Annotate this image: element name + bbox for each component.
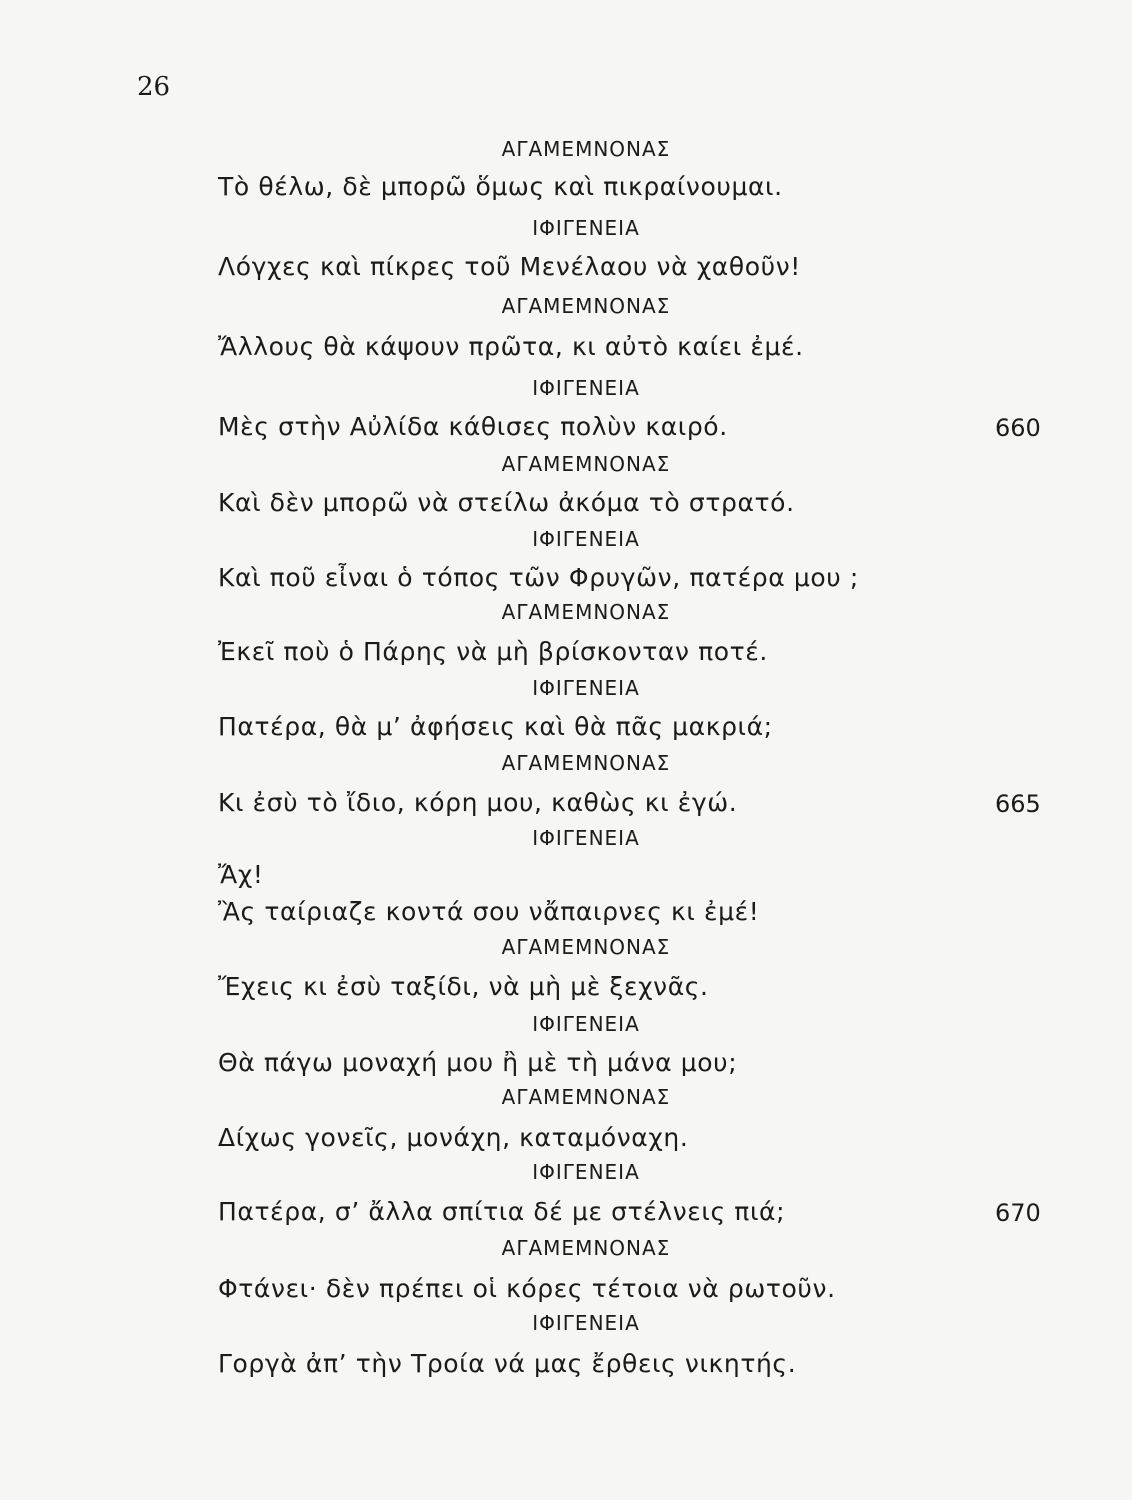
line-number: 665	[995, 790, 1041, 818]
verse-line: Μὲς στὴν Αὐλίδα κάθισες πολὺν καιρό.	[218, 412, 728, 441]
verse-line: Ἄλλους θὰ κάψουν πρῶτα, κι αὐτὸ καίει ἐμέ.	[218, 332, 804, 361]
speaker-name: ΑΓΑΜΕΜΝΟΝΑΣ	[501, 1085, 671, 1109]
verse-line: Δίχως γονεῖς, μονάχη, καταμόναχη.	[218, 1123, 689, 1152]
page-number: 26	[137, 72, 171, 102]
speaker-name: ΑΓΑΜΕΜΝΟΝΑΣ	[501, 294, 671, 318]
line-number: 660	[995, 414, 1041, 442]
verse-line: Καὶ δὲν μπορῶ νὰ στείλω ἀκόμα τὸ στρατό.	[218, 488, 795, 517]
speaker-name: ΙΦΙΓΕΝΕΙΑ	[532, 216, 640, 240]
speaker-name: ΑΓΑΜΕΜΝΟΝΑΣ	[501, 452, 671, 476]
speaker-name: ΑΓΑΜΕΜΝΟΝΑΣ	[501, 935, 671, 959]
verse-line: Θὰ πάγω μοναχή μου ἢ μὲ τὴ μάνα μου;	[218, 1048, 738, 1077]
speaker-name: ΑΓΑΜΕΜΝΟΝΑΣ	[501, 600, 671, 624]
verse-line: Πατέρα, σ’ ἄλλα σπίτια δέ με στέλνεις πιά;	[218, 1197, 786, 1226]
verse-line: Τὸ θέλω, δὲ μπορῶ ὅμως καὶ πικραίνουμαι.	[218, 172, 783, 201]
speaker-name: ΑΓΑΜΕΜΝΟΝΑΣ	[501, 137, 671, 161]
speaker-name: ΙΦΙΓΕΝΕΙΑ	[532, 527, 640, 551]
verse-line: Ἐκεῖ ποὺ ὁ Πάρης νὰ μὴ βρίσκονταν ποτέ.	[218, 637, 768, 666]
verse-line: Ἄχ!	[218, 860, 264, 889]
speaker-name: ΙΦΙΓΕΝΕΙΑ	[532, 1311, 640, 1335]
verse-line: Ἂς ταίριαζε κοντά σου νἄπαιρνες κι ἐμέ!	[218, 897, 760, 926]
verse-line: Πατέρα, θὰ μ’ ἀφήσεις καὶ θὰ πᾶς μακριά;	[218, 712, 773, 741]
verse-line: Καὶ ποῦ εἶναι ὁ τόπος τῶν Φρυγῶν, πατέρα μου ;	[218, 563, 859, 592]
verse-line: Φτάνει· δὲν πρέπει οἱ κόρες τέτοια νὰ ρωτοῦν.	[218, 1274, 836, 1303]
verse-line: Κι ἐσὺ τὸ ἴδιο, κόρη μου, καθὼς κι ἐγώ.	[218, 788, 738, 817]
verse-line: Γοργὰ ἀπ’ τὴν Τροία νά μας ἔρθεις νικητής.	[218, 1349, 797, 1378]
speaker-name: ΙΦΙΓΕΝΕΙΑ	[532, 1012, 640, 1036]
verse-line: Ἔχεις κι ἐσὺ ταξίδι, νὰ μὴ μὲ ξεχνᾶς.	[218, 972, 709, 1001]
speaker-name: ΑΓΑΜΕΜΝΟΝΑΣ	[501, 1236, 671, 1260]
speaker-name: ΙΦΙΓΕΝΕΙΑ	[532, 376, 640, 400]
speaker-name: ΙΦΙΓΕΝΕΙΑ	[532, 1160, 640, 1184]
speaker-name: ΙΦΙΓΕΝΕΙΑ	[532, 676, 640, 700]
speaker-name: ΙΦΙΓΕΝΕΙΑ	[532, 826, 640, 850]
line-number: 670	[995, 1199, 1041, 1227]
verse-line: Λόγχες καὶ πίκρες τοῦ Μενέλαου νὰ χαθοῦν!	[218, 252, 801, 281]
speaker-name: ΑΓΑΜΕΜΝΟΝΑΣ	[501, 751, 671, 775]
